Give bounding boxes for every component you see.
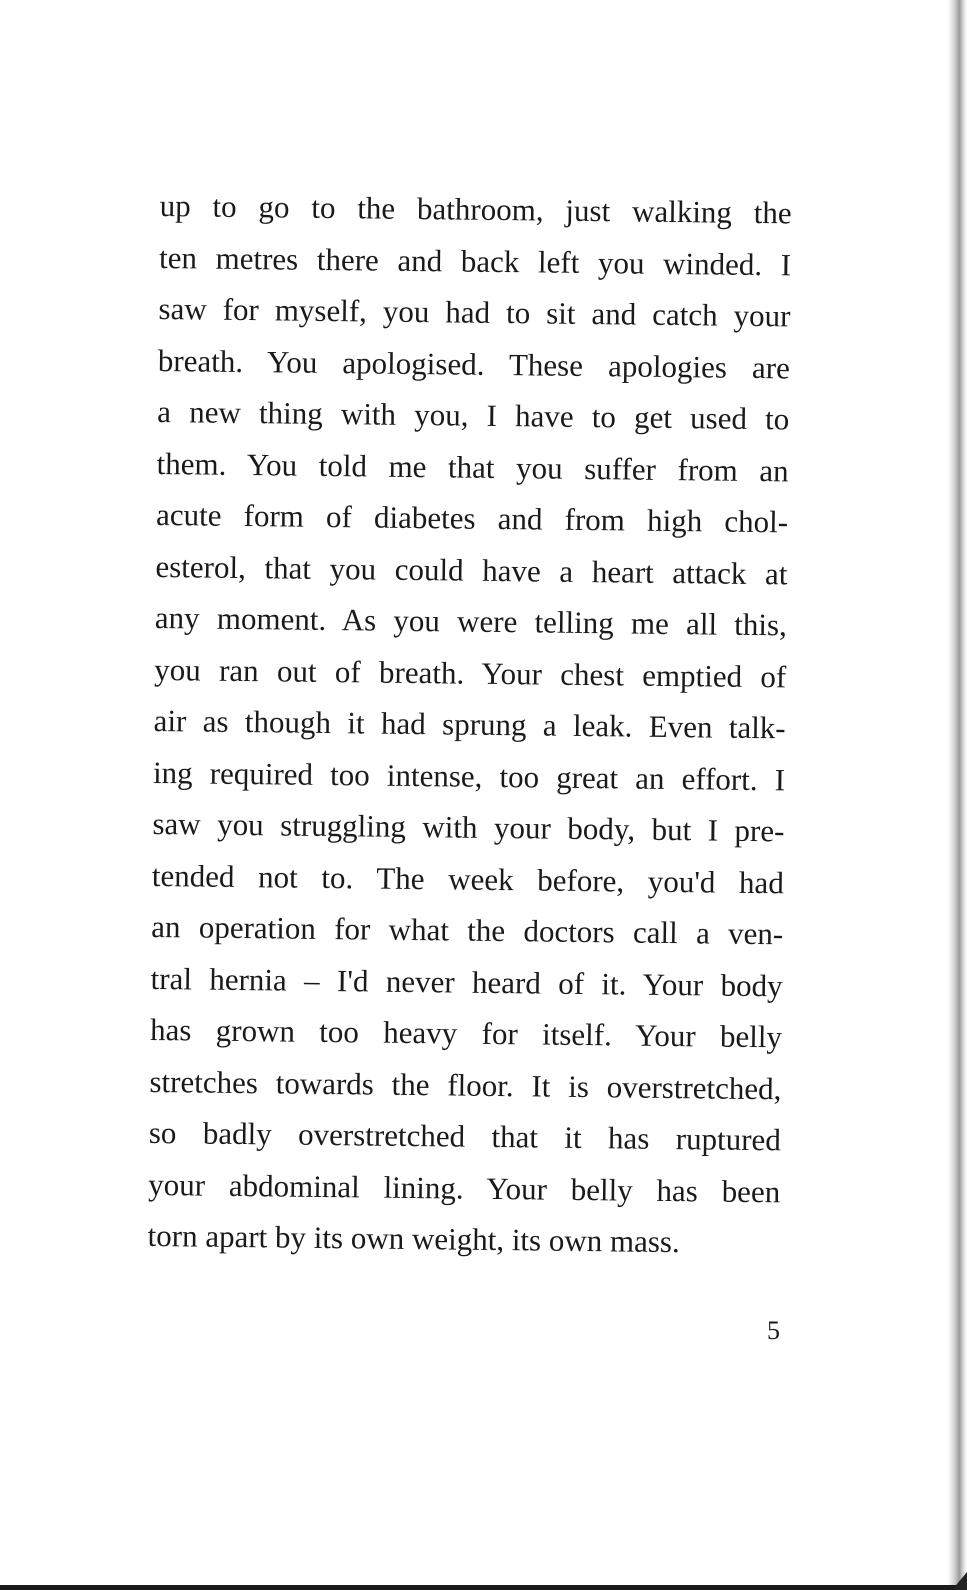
- page-edge-shadow: [948, 0, 967, 1590]
- text-line: up to go to the bathroom, just walking the: [159, 187, 792, 231]
- text-line: esterol, that you could have a heart attack at: [155, 548, 788, 591]
- text-line: tral hernia – I'd never heard of it. Your body: [150, 960, 783, 1003]
- text-line: acute form of diabetes and from high chol-: [155, 496, 789, 540]
- text-line: any moment. As you were telling me all this,: [154, 599, 788, 643]
- page-number: 5: [767, 1316, 780, 1345]
- scan-bottom-border: [0, 1585, 960, 1590]
- text-line: a new thing with you, I have to get used to: [157, 393, 790, 437]
- text-line: saw you struggling with your body, but I pre-: [152, 805, 785, 849]
- text-line: torn apart by its own weight, its own mass.: [147, 1217, 680, 1260]
- text-line: you ran out of breath. Your chest emptied of: [154, 651, 787, 694]
- text-line: ing required too intense, too great an effort. I: [152, 754, 786, 797]
- text-line: them. You told me that you suffer from an: [156, 445, 789, 488]
- text-line: tended not to. The week before, you'd had: [151, 857, 785, 900]
- text-line: an operation for what the doctors call a ven-: [151, 908, 784, 952]
- text-line: so badly overstretched that it has ruptured: [148, 1114, 782, 1158]
- text-line: stretches towards the floor. It is overstretched,: [149, 1063, 782, 1106]
- text-line: has grown too heavy for itself. Your belly: [149, 1011, 783, 1055]
- body-text: [147, 180, 792, 1269]
- text-line: saw for myself, you had to sit and catch your: [158, 290, 791, 334]
- text-line: breath. You apologised. These apologies are: [157, 342, 791, 385]
- text-line: your abdominal lining. Your belly has been: [148, 1166, 781, 1209]
- text-line: ten metres there and back left you winded. I: [158, 239, 792, 282]
- text-line: air as though it had sprung a leak. Even talk-: [153, 702, 786, 746]
